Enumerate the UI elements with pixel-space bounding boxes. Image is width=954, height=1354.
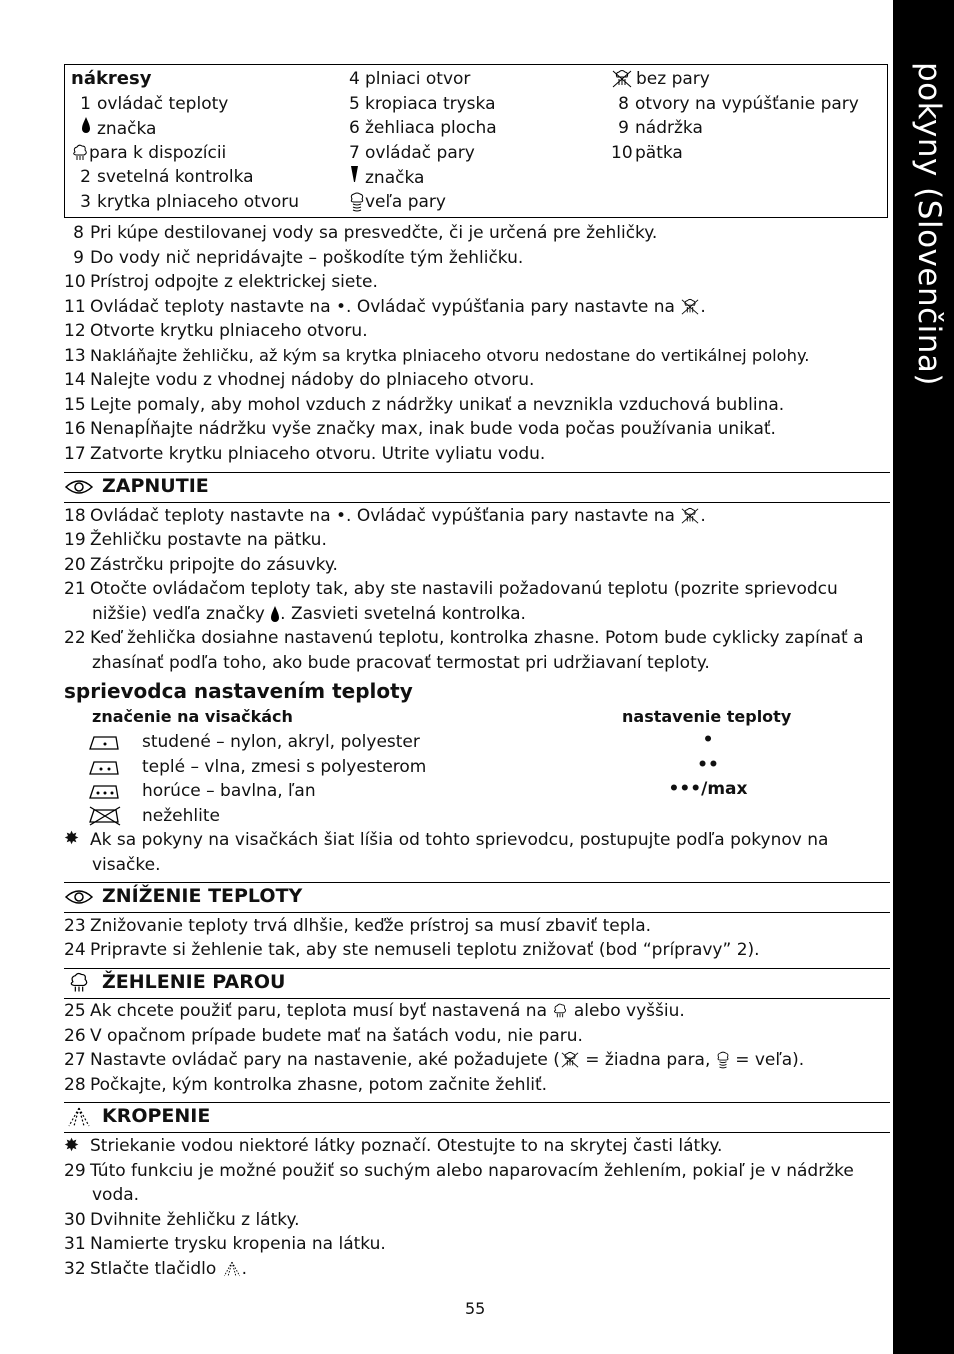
divider [64, 1102, 890, 1103]
no-steam-icon [680, 507, 700, 525]
divider [64, 502, 890, 503]
guide-row-setting: • [702, 730, 714, 750]
part-item: 6 žehliaca plocha [349, 118, 497, 138]
spray-icon [222, 1260, 242, 1278]
guide-column-setting: nastavenie teploty [622, 707, 792, 726]
part-item: 3 krytka plniaceho otvoru [80, 191, 300, 212]
step-item: 8 Pri kúpe destilovanej vody sa presvedčte, či je určená pre žehličky. [73, 223, 658, 243]
parts-column-1 [71, 67, 299, 214]
guide-row-setting: •• [697, 755, 719, 775]
guide-row-setting: •••/max [668, 779, 748, 799]
step-item: 21 Otočte ovládačom teploty tak, aby ste nastavili požadovanú teplotu (pozrite sprievodcu [64, 579, 838, 599]
part-item: para k dispozícii [71, 141, 299, 166]
guide-note-continuation: visačke. [92, 855, 161, 875]
step-item: 32 Stlačte tlačidlo . [64, 1259, 248, 1279]
step-item: 25 Ak chcete použiť paru, teplota musí byť nastavená na alebo vyššiu. [64, 1001, 685, 1021]
step-continuation: zhasínať podľa toho, ako bude pracovať termostat pri udržiavaní teploty. [92, 653, 710, 673]
guide-column-label: značenie na visačkách [92, 707, 293, 726]
part-item: 10 pätka [611, 142, 683, 163]
iron-two-dot-icon [88, 758, 122, 778]
step-item: 15 Lejte pomaly, aby mohol vzduch z nádržky unikať a nevznikla vzduchová bublina. [64, 395, 785, 415]
kropenie-note: Striekanie vodou niektoré látky poznačí. Otestujte to na skrytej časti látky. [90, 1136, 723, 1156]
droplet-icon [81, 116, 91, 134]
iron-one-dot-icon [88, 733, 122, 753]
no-steam-icon [680, 298, 700, 316]
step-item: 14 Nalejte vodu z vhodnej nádoby do plniaceho otvoru. [64, 370, 535, 390]
step-item: 19 Žehličku postavte na pätku. [64, 530, 327, 550]
step-item: 24 Pripravte si žehlenie tak, aby ste nemuseli teplotu znižovať (bod “prípravy” 2). [64, 940, 760, 960]
divider [64, 912, 890, 913]
step-item: 16 Nenapĺňajte nádržku vyše značky max, inak bude voda počas používania unikať. [64, 419, 776, 439]
steam-available-icon [71, 144, 89, 162]
part-item: 9 nádržka [618, 118, 703, 138]
step-item: 9 Do vody nič nepridávajte – poškodíte tým žehličku. [73, 248, 524, 268]
section-heading-kropenie: KROPENIE [64, 1105, 210, 1128]
part-item: 8 otvory na vypúšťanie pary [618, 93, 859, 114]
no-steam-icon [611, 69, 633, 89]
divider [64, 1132, 890, 1133]
guide-title: sprievodca nastavením teploty [64, 679, 413, 703]
part-item: 1 ovládač teploty [80, 93, 229, 114]
step-item: 31 Namierte trysku kropenia na látku. [64, 1234, 386, 1254]
eye-icon [64, 888, 94, 906]
step-item: 13 Nakláňajte žehličku, až kým sa krytka plniaceho otvoru nedostane do vertikálnej polohy. [64, 346, 810, 366]
parts-box [64, 64, 888, 218]
step-item: 29 Túto funkciu je možné použiť so suchým alebo naparovacím žehlením, pokiaľ je v nádržke [64, 1161, 854, 1181]
droplet-icon [270, 605, 280, 623]
guide-row-label: studené – nylon, akryl, polyester [142, 732, 420, 752]
divider [64, 472, 890, 473]
step-item: 28 Počkajte, kým kontrolka zhasne, potom začnite žehliť. [64, 1075, 548, 1095]
parts-column-3 [611, 67, 859, 165]
divider [64, 882, 890, 883]
step-continuation: nižšie) vedľa značky . Zasvieti svetelná kontrolka. [92, 604, 526, 624]
much-steam-icon [349, 192, 365, 212]
step-item: 12 Otvorte krytku plniaceho otvoru. [64, 321, 368, 341]
spray-icon [64, 1106, 94, 1128]
do-not-iron-icon [88, 806, 122, 826]
step-continuation: voda. [92, 1185, 140, 1205]
iron-three-dot-icon [88, 782, 122, 802]
step-item: 27 Nastavte ovládač pary na nastavenie, aké požadujete ( = žiadna para, = veľa). [64, 1050, 805, 1070]
step-item: 26 V opačnom prípade budete mať na šatách vodu, nie paru. [64, 1026, 583, 1046]
parts-column-2 [349, 67, 497, 214]
part-item: bez pary [611, 67, 859, 92]
guide-row-label: horúce – bavlna, ľan [142, 781, 316, 801]
part-item: 2 svetelná kontrolka [80, 167, 254, 187]
step-item: 23 Znižovanie teploty trvá dlhšie, keďže prístroj sa musí zbaviť tepla. [64, 916, 652, 936]
part-item: 4 plniaci otvor [349, 69, 471, 89]
much-steam-icon [716, 1050, 730, 1070]
guide-row-label: teplé – vlna, zmesi s polyesterom [142, 757, 427, 777]
step-item: 11 Ovládač teploty nastavte na •. Ovládač vypúšťania pary nastavte na . [64, 297, 706, 317]
sidebar-title: pokyny (Slovenčina) [911, 62, 947, 386]
page-number: 55 [465, 1299, 486, 1318]
guide-row-label: nežehlite [142, 806, 220, 826]
step-item: 30 Dvihnite žehličku z látky. [64, 1210, 300, 1230]
step-item: 10 Prístroj odpojte z elektrickej siete. [64, 272, 378, 292]
section-heading-znizenie: ZNÍŽENIE TEPLOTY [64, 885, 302, 907]
language-sidebar [893, 0, 954, 1354]
eye-icon [64, 478, 94, 496]
steam-available-icon [552, 1002, 568, 1020]
part-item: veľa pary [349, 190, 497, 215]
part-item: značka [349, 165, 497, 190]
step-item: 17 Zatvorte krytku plniaceho otvoru. Utrite vyliatu vodu. [64, 444, 546, 464]
part-item: 5 kropiaca tryska [349, 93, 496, 114]
parts-heading: nákresy [71, 68, 152, 89]
warning-star-icon: ✸ [64, 1135, 80, 1156]
warning-star-icon: ✸ [64, 828, 80, 849]
section-heading-zapnutie: ZAPNUTIE [64, 475, 209, 497]
marker-icon [350, 165, 359, 183]
part-item: značka [71, 116, 299, 141]
part-item: 7 ovládač pary [349, 142, 475, 163]
steam-icon [64, 972, 94, 994]
divider [64, 968, 890, 969]
step-item: 22 Keď žehlička dosiahne nastavenú teplotu, kontrolka zhasne. Potom bude cyklicky zapínať a [64, 628, 864, 648]
guide-note: Ak sa pokyny na visačkách šiat líšia od tohto sprievodcu, postupujte podľa pokynov na [90, 830, 829, 850]
step-item: 18 Ovládač teploty nastavte na •. Ovládač vypúšťania pary nastavte na . [64, 506, 706, 526]
step-item: 20 Zástrčku pripojte do zásuvky. [64, 555, 338, 575]
no-steam-icon [560, 1051, 580, 1069]
section-heading-parou: ŽEHLENIE PAROU [64, 971, 285, 994]
